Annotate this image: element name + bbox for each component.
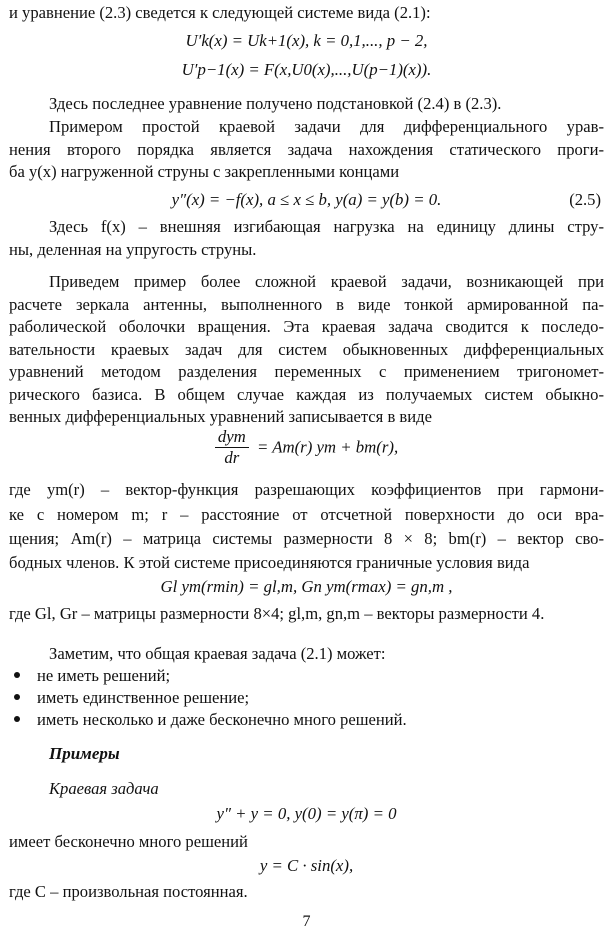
text-line: нения второго порядка является задача нахождения статического проги-: [9, 140, 604, 159]
list-item: [14, 666, 170, 686]
text-line: расчете зеркала антенны, выполненного в виде тонкой армированной па-: [9, 295, 604, 314]
formula-string-equation: y″(x) = −f(x), a ≤ x ≤ b, y(a) = y(b) = 0.: [171, 190, 442, 209]
list-item-text: иметь единственное решение;: [37, 688, 250, 707]
formula-solution: y = C · sin(x),: [259, 856, 354, 875]
fraction-denominator: dr: [224, 448, 240, 467]
text-line: где ym(r) – вектор-функция разрешающих коэффициентов при гармони-: [9, 480, 604, 499]
text-line: Заметим, что общая краевая задача (2.1) может:: [49, 644, 386, 663]
fraction-numerator: dym: [215, 427, 249, 448]
text-line: и уравнение (2.3) сведется к следующей системе вида (2.1):: [9, 3, 431, 22]
text-line: Здесь f(x) – внешняя изгибающая нагрузка на единицу длины стру-: [49, 217, 604, 236]
formula-fraction: [215, 427, 249, 468]
text-line: бодных членов. К этой системе присоединяются граничные условия вида: [9, 553, 530, 572]
list-item-text: иметь несколько и даже бесконечно много решений.: [37, 710, 407, 729]
formula-boundary-conditions: Gl ym(rmin) = gl,m, Gn ym(rmax) = gn,m ,: [160, 577, 453, 596]
text-line: рического базиса. В общем случае каждая из получаемых систем обыкно-: [9, 385, 604, 404]
formula-system-line-2: U′p−1(x) = F(x,U0(x),...,U(p−1)(x)).: [181, 60, 432, 79]
page-number: 7: [302, 913, 311, 930]
list-item: [14, 710, 407, 730]
bullet-icon: [14, 694, 20, 700]
text-line: Примером простой краевой задачи для дифференциального урав-: [49, 117, 604, 136]
text-line: где Gl, Gr – матрицы размерности 8×4; gl,m, gn,m – векторы размерности 4.: [9, 604, 545, 623]
text-line: щения; Am(r) – матрица системы размерности 8 × 8; bm(r) – вектор сво-: [9, 529, 604, 548]
list-item-text: не иметь решений;: [37, 666, 171, 685]
text-line: Здесь последнее уравнение получено подстановкой (2.4) в (2.3).: [49, 94, 502, 113]
bullet-icon: [14, 672, 20, 678]
text-line: венных дифференциальных уравнений записывается в виде: [9, 407, 432, 426]
list-item: [14, 688, 249, 708]
formula-rhs: = Am(r) ym + bm(r),: [256, 437, 399, 457]
text-line: ны, деленная на упругость струны.: [9, 240, 257, 259]
text-line: Приведем пример более сложной краевой задачи, возникающей при: [49, 272, 604, 291]
formula-system-line-1: U′k(x) = Uk+1(x), k = 0,1,..., p − 2,: [185, 31, 428, 50]
text-line: раболической оболочки вращения. Эта краевая задача сводится к последо-: [9, 317, 604, 336]
subsection-heading: Краевая задача: [49, 779, 159, 798]
formula-example: y″ + y = 0, y(0) = y(π) = 0: [216, 804, 397, 823]
text-line: где C – произвольная постоянная.: [9, 882, 248, 901]
section-heading: Примеры: [49, 744, 120, 763]
formula-differential-system: [0, 427, 613, 468]
text-line: ке с номером m; r – расстояние от отсчетной поверхности до оси вра-: [9, 505, 604, 524]
text-line: уравнений методом разделения переменных с применением тригономет-: [9, 362, 604, 381]
text-line: вательности краевых задач для систем обыкновенных дифференциальных: [9, 340, 604, 359]
text-line: имеет бесконечно много решений: [9, 832, 248, 851]
equation-number: (2.5): [569, 190, 601, 209]
bullet-icon: [14, 716, 20, 722]
text-line: ба y(x) нагруженной струны с закрепленными концами: [9, 162, 400, 181]
